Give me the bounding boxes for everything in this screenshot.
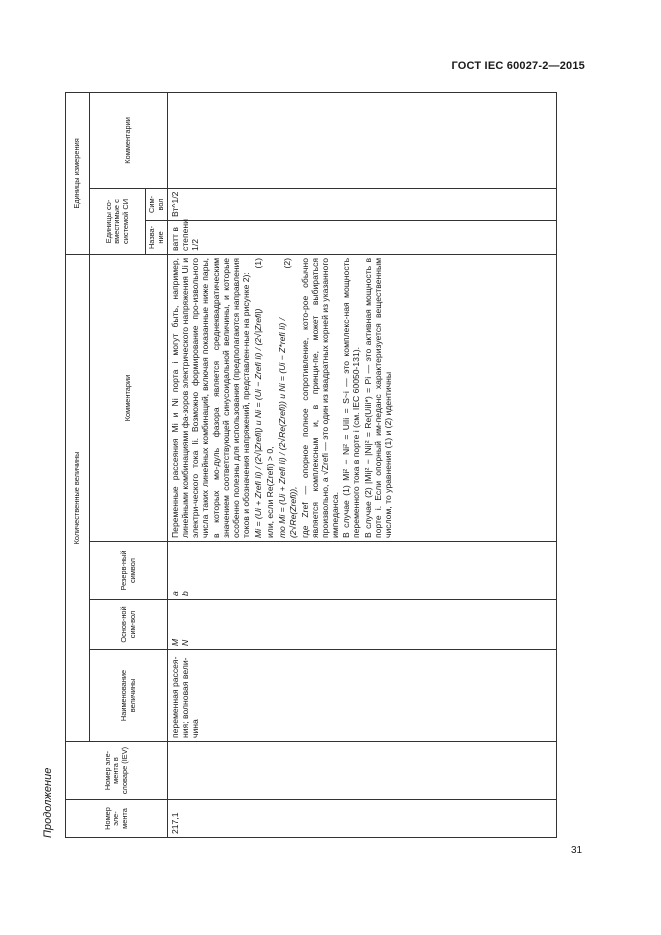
cell-reserve-symbols: a b bbox=[168, 542, 557, 600]
rotated-table-area bbox=[42, 93, 557, 838]
cell-iev-number bbox=[168, 742, 557, 800]
cell-unit-symbol: Вт^1/2 bbox=[168, 188, 557, 220]
formula-1-expression: Mi = (Ui + Zrefi Ii) / (2√|Zrefi|) и Ni = (Ui − Zrefi Ii) / (2√|Zrefi|) bbox=[253, 308, 264, 538]
header-quantity-name: Наименование величины bbox=[90, 650, 168, 742]
continued-label: Продолжение bbox=[42, 767, 54, 838]
comment-paragraph-4: В случае (2) |Mi|² − |Ni|² = Re(UiIi*) = Pi — это активная мощность в порте i. Если опорный им-педанс характеризуется вещественным числом, то уравнения (1) и (2) идентичны bbox=[362, 257, 393, 538]
cell-quantity-comments bbox=[168, 254, 557, 541]
header-unit-name: Назва-ние bbox=[146, 220, 168, 254]
cell-unit-name: ватт в степени 1/2 bbox=[168, 220, 557, 254]
standard-code: ГОСТ IEC 60027-2—2015 bbox=[451, 60, 585, 72]
header-si-units: Единицы со-вместимые с системой СИ bbox=[90, 188, 146, 254]
comment-paragraph-2: где Zref — опорное полное сопротивление, кото-рое обычно является комплексным и, в принци-пе, может выбираться произвольно, а √Zrefi — это один из квадратных корней из указанного импеданса. bbox=[299, 257, 341, 538]
header-group-quantity: Количественные величины bbox=[66, 254, 90, 741]
formula-condition: или, если Re(Zrefi) > 0, bbox=[265, 446, 276, 538]
header-item-number: Номер эле-мента bbox=[66, 800, 168, 838]
formula-1 bbox=[253, 258, 263, 538]
comment-paragraph-3: В случае (1) Mi² − Ni² = UiIi = S~i — это комплекс-ная мощность переменного тока в порте i (см. IEC 60050-131). bbox=[341, 257, 362, 538]
quantities-table bbox=[65, 92, 557, 838]
cell-item-number: 217,1 bbox=[168, 800, 557, 838]
formula-2-expression: то Mi = (Ui + Zrefi Ii) / (2√Re(Zrefi)) и Ni = (Ui − Z*refi Ii) / (2√Re(Zrefi)), bbox=[277, 318, 298, 538]
formula-2-number: (2) bbox=[282, 257, 293, 269]
cell-main-symbols: M N bbox=[168, 600, 557, 650]
header-reserve-symbol: Резерв-ный символ bbox=[90, 542, 168, 600]
header-unit-comments: Комментарии bbox=[90, 92, 168, 188]
header-unit-symbol: Сим-вол bbox=[146, 188, 168, 220]
header-iev-number: Номер эле-мента в словаре (IEV) bbox=[66, 742, 168, 800]
header-main-symbol: Основ-ной сим-вол bbox=[90, 600, 168, 650]
header-quantity-comments: Комментарии bbox=[90, 254, 168, 541]
formula-2 bbox=[277, 258, 297, 538]
table-row bbox=[168, 92, 557, 837]
page-number: 31 bbox=[571, 845, 583, 856]
header-group-units: Единицы измерения bbox=[66, 92, 90, 254]
comment-paragraph-1: Переменные рассеяния Mi и Ni порта i могут быть, например, линейными комбинациями фа-зоров электрического напряжения Ui и электри-ческого тока Ii. Возможно формирование про-извольного числа таких линейных комбинаций, включая показанные ниже пары, в которых мо-дуль фазора является среднеквадратическим значением соответствующей синусоидальной величины, и которые особенно полезны для использования (предполагаются направления токов и обозначения напряжений, представлен-ные на рисунке 2): bbox=[170, 257, 251, 538]
cell-quantity-name: переменная рассея-ния; волновая вели-чина bbox=[168, 650, 557, 742]
formula-1-number: (1) bbox=[253, 257, 264, 269]
cell-unit-comments bbox=[168, 92, 557, 188]
